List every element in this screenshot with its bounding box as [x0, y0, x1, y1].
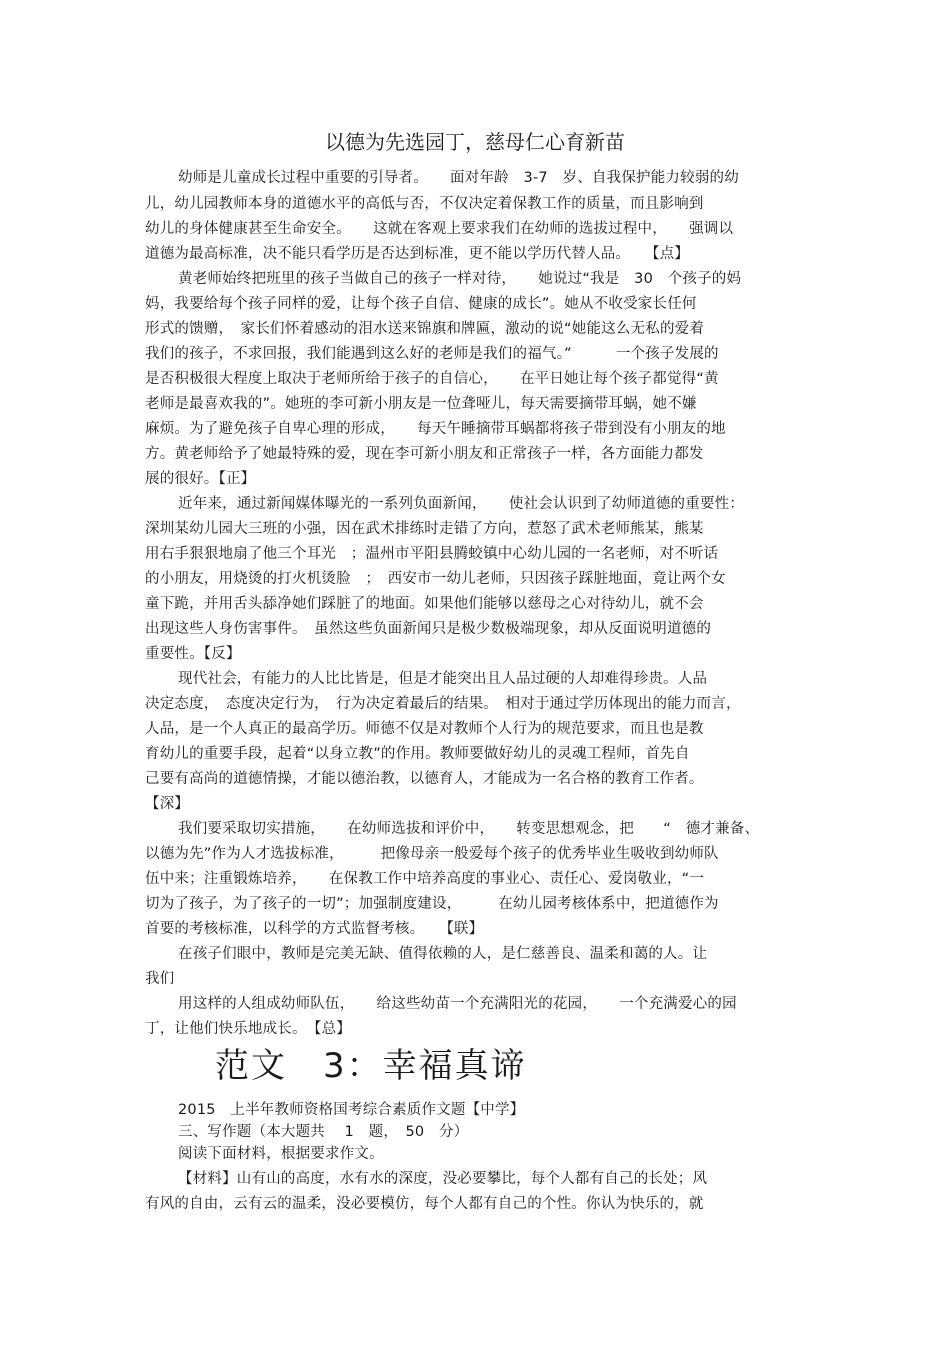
essay-line: 老师是最喜欢我的”。她班的李可新小朋友是一位聋哑儿，每天需要摘带耳蜗，她不嫌	[145, 396, 697, 412]
section-heading: 范文 3：幸福真谛	[215, 1046, 527, 1086]
essay-line: 麻烦。为了避免孩子自卑心理的形成， 每天午睡摘带耳蜗都将孩子带到没有小朋友的地	[145, 421, 726, 437]
section-line: 有风的自由，云有云的温柔，没必要模仿，每个人都有自己的个性。你认为快乐的，就	[145, 1196, 704, 1212]
essay-line: 重要性。【反】	[145, 646, 241, 662]
essay-line: 己要有高尚的道德情操，才能以德治教，以德育人，才能成为一名合格的教育工作者。	[145, 771, 704, 787]
essay-line: 近年来，通过新闻媒体曝光的一系列负面新闻， 使社会认识到了幼师道德的重要性：	[178, 496, 745, 512]
essay-line: 用右手狠狠地扇了他三个耳光 ；温州市平阳县腾蛟镇中心幼儿园的一名老师，对不听话	[145, 546, 719, 562]
essay-line: 决定态度， 态度决定行为， 行为决定着最后的结果。 相对于通过学历体现出的能力而言，	[145, 696, 741, 712]
essay-line: 丁，让他们快乐地成长。 【总】	[145, 1021, 351, 1037]
essay-line: 展的很好。【正】	[145, 471, 256, 487]
essay-line: 是否积极很大程度上取决于老师所给于孩子的自信心， 在平日她让每个孩子都觉得“黄	[145, 371, 719, 387]
essay-line: 用这样的人组成幼师队伍， 给这些幼苗一个充满阳光的花园， 一个充满爱心的园	[178, 996, 737, 1012]
section-line: 2015 上半年教师资格国考综合素质作文题【中学】	[178, 1102, 525, 1118]
essay-line: 我们	[145, 971, 175, 987]
section-line: 三、写作题（本大题共 1 题， 50 分）	[178, 1124, 469, 1140]
essay-line: 童下跪，并用舌头舔净她们踩脏了的地面。如果他们能够以慈母之心对待幼儿，就不会	[145, 596, 704, 612]
section-line: 阅读下面材料，根据要求作文。	[178, 1146, 384, 1162]
essay-line: 首要的考核标准，以科学的方式监督考核。 【联】	[145, 921, 484, 937]
essay-line: 在孩子们眼中，教师是完美无缺、值得依赖的人，是仁慈善良、温柔和蔼的人。让	[178, 946, 708, 962]
essay-line: 深圳某幼儿园大三班的小强，因在武术排练时走错了方向，惹怒了武术老师熊某，熊某	[145, 521, 704, 537]
essay-line: 我们的孩子，不求回报，我们能遇到这么好的老师是我们的福气。” 一个孩子发展的	[145, 346, 719, 362]
section-line: 【材料】山有山的高度，水有水的深度，没必要攀比，每个人都有自己的长处；风	[178, 1171, 708, 1187]
essay-line: 幼儿的身体健康甚至生命安全。 这就在客观上要求我们在幼师的选拔过程中， 强调以	[145, 221, 734, 237]
essay-line: 道德为最高标准，决不能只看学历是否达到标准，更不能以学历代替人品。 【点】	[145, 246, 690, 262]
essay-line: 出现这些人身伤害事件。 虽然这些负面新闻只是极少数极端现象，却从反面说明道德的	[145, 621, 712, 637]
essay-line: 伍中来；注重锻炼培养， 在保教工作中培养高度的事业心、责任心、爱岗敬业，“一	[145, 871, 705, 887]
essay-line: 黄老师始终把班里的孩子当做自己的孩子一样对待， 她说过“我是 30 个孩子的妈	[178, 271, 742, 287]
essay-line: 妈，我要给每个孩子同样的爱，让每个孩子自信、健康的成长”。她从不收受家长任何	[145, 296, 697, 312]
essay-line: 以德为先”作为人才选拔标准， 把像母亲一般爱每个孩子的优秀毕业生吸收到幼师队	[145, 846, 719, 862]
essay-line: 【深】	[145, 796, 190, 812]
essay-line: 我们要采取切实措施， 在幼师选拔和评价中， 转变思想观念，把 “ 德才兼备、	[178, 821, 760, 837]
essay-line: 人品，是一个人真正的最高学历。师德不仅是对教师个人行为的规范要求，而且也是教	[145, 721, 704, 737]
essay-title: 以德为先选园丁，慈母仁心育新苗	[325, 130, 625, 154]
essay-line: 儿，幼儿园教师本身的道德水平的高低与否，不仅决定着保教工作的质量，而且影响到	[145, 196, 704, 212]
essay-line: 育幼儿的重要手段，起着“以身立教”的作用。教师要做好幼儿的灵魂工程师，首先自	[145, 746, 690, 762]
essay-line: 幼师是儿童成长过程中重要的引导者。 面对年龄 3-7 岁、自我保护能力较弱的幼	[178, 170, 739, 186]
essay-line: 切为了孩子，为了孩子的一切”；加强制度建设， 在幼儿园考核体系中，把道德作为	[145, 896, 719, 912]
essay-line: 方。黄老师给予了她最特殊的爱，现在李可新小朋友和正常孩子一样，各方面能力都发	[145, 446, 704, 462]
essay-line: 现代社会，有能力的人比比皆是，但是才能突出且人品过硬的人却难得珍贵。人品	[178, 671, 708, 687]
essay-line: 的小朋友，用烧烫的打火机烫脸 ； 西安市一幼儿老师，只因孩子踩脏地面，竟让两个女	[145, 571, 726, 587]
essay-line: 形式的馈赠， 家长们怀着感动的泪水送来锦旗和牌匾，激动的说“她能这么无私的爱着	[145, 321, 705, 337]
